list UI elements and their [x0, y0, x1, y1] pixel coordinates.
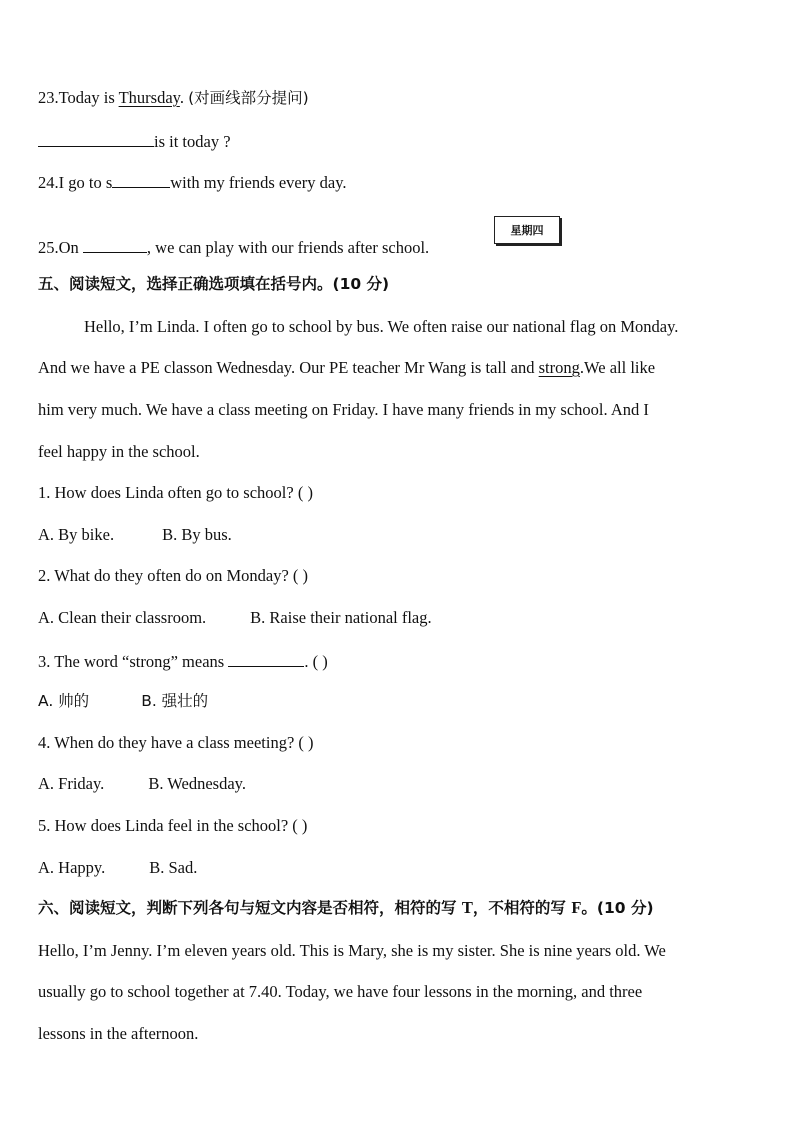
answer-blank[interactable] — [38, 130, 154, 147]
question-1: 1. How does Linda often go to school? ( ) — [38, 483, 313, 502]
answer-blank[interactable] — [228, 650, 304, 667]
passage-underlined-word: strong — [538, 358, 580, 377]
options-3 — [38, 691, 208, 711]
option-b[interactable]: B. By bus. — [162, 525, 232, 544]
q23-number: 23. — [38, 88, 59, 107]
option-a[interactable]: A. By bike. — [38, 525, 115, 544]
option-a[interactable]: A. Happy. — [38, 858, 106, 877]
answer-blank[interactable] — [83, 236, 147, 253]
question-2: 2. What do they often do on Monday? ( ) — [38, 566, 309, 585]
option-b[interactable]: B. Sad. — [149, 858, 198, 877]
question-3: 3. The word “strong” means . ( ) — [38, 652, 328, 671]
options-5 — [38, 858, 197, 878]
q23-underlined-word: Thursday — [118, 88, 180, 107]
passage-line: usually go to school together at 7.40. Today, we have four lessons in the morning, and three — [38, 982, 643, 1001]
option-a[interactable]: A. Friday. — [38, 774, 105, 793]
option-b[interactable]: B. 强壮的 — [141, 692, 209, 710]
passage-line: Hello, I’m Jenny. I’m eleven years old. This is Mary, she is my sister. She is nine years old. We — [38, 941, 666, 960]
options-1 — [38, 525, 232, 545]
section-6-heading: 六、阅读短文，判断下列各句与短文内容是否相符，相符的写 T，不相符的写 F。(10 分) — [38, 898, 654, 917]
passage-line: And we have a PE classon Wednesday. Our PE teacher Mr Wang is tall and strong.We all like — [38, 358, 656, 377]
question-5: 5. How does Linda feel in the school? ( ) — [38, 816, 308, 835]
passage-line: him very much. We have a class meeting on Friday. I have many friends in my school. And I — [38, 400, 649, 419]
q23-answer-text: is it today ? — [154, 132, 231, 151]
option-a[interactable]: A. 帅的 — [38, 692, 90, 710]
passage-line: lessons in the afternoon. — [38, 1024, 199, 1043]
question-25: 25.On , we can play with our friends after school. — [38, 238, 430, 257]
q23-instruction: (对画线部分提问) — [188, 89, 309, 107]
option-b[interactable]: B. Wednesday. — [148, 774, 246, 793]
question-23: 23.Today is Thursday. (对画线部分提问) — [38, 88, 309, 107]
section-5-heading: 五、阅读短文，选择正确选项填在括号内。(10 分) — [38, 275, 390, 293]
option-a[interactable]: A. Clean their classroom. — [38, 608, 207, 627]
weekday-card: 星期四 — [494, 216, 560, 244]
passage-line: feel happy in the school. — [38, 442, 200, 461]
question-23-answer-line — [38, 130, 231, 152]
q23-text: Today is — [58, 88, 119, 107]
options-2 — [38, 608, 432, 628]
passage-line: Hello, I’m Linda. I often go to school by bus. We often raise our national flag on Monday. — [84, 317, 679, 336]
option-b[interactable]: B. Raise their national flag. — [250, 608, 432, 627]
options-4 — [38, 774, 246, 794]
question-4: 4. When do they have a class meeting? ( ) — [38, 733, 314, 752]
question-24: 24.I go to s with my friends every day. — [38, 173, 347, 192]
answer-blank[interactable] — [112, 171, 170, 188]
